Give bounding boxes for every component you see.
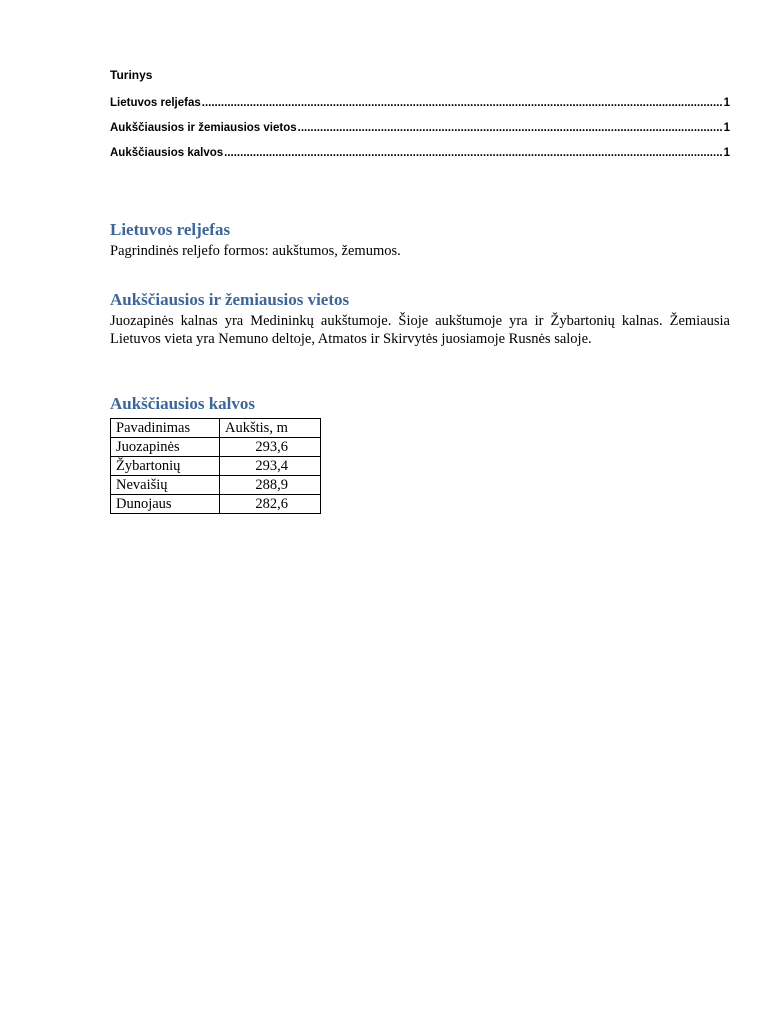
hill-name-cell: Juozapinės <box>111 438 220 457</box>
column-header-height: Aukštis, m <box>220 419 321 438</box>
hill-height-cell: 282,6 <box>220 495 321 514</box>
table-row <box>111 495 321 514</box>
toc-entry-label: Lietuvos reljefas <box>110 97 201 109</box>
toc-entry-lietuvos-reljefas[interactable] <box>110 97 730 122</box>
toc-entry-aukščiausios-ir-zemiausios-vietos[interactable] <box>110 122 730 147</box>
toc-entry-aukščiausios-kalvos[interactable] <box>110 147 730 172</box>
toc-entry-label: Aukščiausios ir žemiausios vietos <box>110 122 297 134</box>
hill-height-cell: 288,9 <box>220 476 321 495</box>
toc-dot-leader <box>298 122 723 134</box>
column-header-name: Pavadinimas <box>111 419 220 438</box>
toc-entry-label: Aukščiausios kalvos <box>110 147 224 159</box>
toc-dot-leader <box>224 147 722 159</box>
hill-height-cell: 293,6 <box>220 438 321 457</box>
table-header-row <box>111 419 321 438</box>
hill-name-cell: Žybartonių <box>111 457 220 476</box>
table-row <box>111 476 321 495</box>
table-row <box>111 438 321 457</box>
section-paragraph: Juozapinės kalnas yra Medininkų aukštumoje. Šioje aukštumoje yra ir Žybartonių kalnas. Žemiausia Lietuvos vieta yra Nemuno deltoje, Atmatos ir Skirvytės juosiamoje Rusnės saloje. <box>110 313 730 347</box>
hill-name-cell: Nevaišių <box>111 476 220 495</box>
toc-entry-page: 1 <box>723 147 730 159</box>
hills-table <box>110 418 321 514</box>
table-row <box>111 457 321 476</box>
hill-height-cell: 293,4 <box>220 457 321 476</box>
section-heading-lietuvos-reljefas: Lietuvos reljefas <box>110 220 231 239</box>
toc-dot-leader <box>202 97 723 109</box>
toc-entry-page: 1 <box>723 122 730 134</box>
section-heading-aukščiausios-kalvos: Aukščiausios kalvos <box>110 394 256 413</box>
section-paragraph: Pagrindinės reljefo formos: aukštumos, žemumos. <box>110 243 401 259</box>
section-heading-aukščiausios-ir-zemiausios-vietos: Aukščiausios ir žemiausios vietos <box>110 290 350 309</box>
toc-title: Turinys <box>110 68 153 82</box>
hill-name-cell: Dunojaus <box>111 495 220 514</box>
table-of-contents <box>110 97 730 172</box>
toc-entry-page: 1 <box>723 97 730 109</box>
